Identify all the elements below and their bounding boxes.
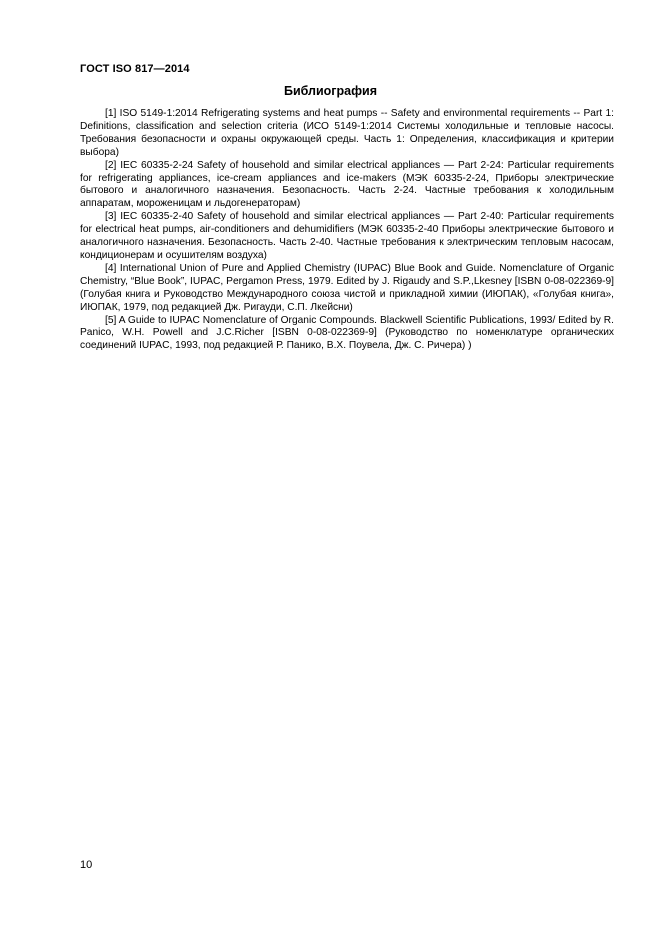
bibliography-entry-3: [3] IEC 60335-2-40 Safety of household and similar electrical appliances — Part 2-40: Particular requirements for electrical heat pumps, air-conditioners and dehumidifiers (МЭК 60335-2-40 Приборы электрические бытового и аналогичного назначения. Безопасность. Часть 2-40. Частные требования к электрическим тепловым насосам, кондиционерам и осушителям воздуха) bbox=[80, 211, 614, 261]
bibliography-entry-5: [5] A Guide to IUPAC Nomenclature of Organic Compounds. Blackwell Scientific Publications, 1993/ Edited by R. Panico, W.H. Powell and J.C.Richer [ISBN 0-08-022369-9] (Руководство по номенклатуре органических соединений IUPAC, 1993, под редакцией Р. Панико, В.Х. Поувела, Дж. С. Ричера) ) bbox=[80, 314, 614, 352]
page-number: 10 bbox=[80, 859, 93, 871]
standard-code-header: ГОСТ ISO 817—2014 bbox=[80, 63, 190, 75]
bibliography-entry-1: [1] ISO 5149-1:2014 Refrigerating systems and heat pumps -- Safety and environmental requirements -- Part 1: Definitions, classification and selection criteria (ИСО 5149-1:2014 Системы холодильные и тепловые насосы. Требования безопасности и охраны окружающей среды. Часть 1: Определения, классификация и критерии выбора) bbox=[80, 108, 614, 158]
bibliography-entry-4: [4] International Union of Pure and Applied Chemistry (IUPAC) Blue Book and Guide. Nomenclature of Organic Chemistry, “Blue Book”, IUPAC, Pergamon Press, 1979. Edited by J. Rigaudy and S.P.,Lkesney [ISBN 0-08-022369-9] (Голубая книга и Руководство Международного союза чистой и прикладной химии (ИЮПАК), «Голубая книга», ИЮПАК, 1979, под редакцией Дж. Ригауди, С.П. Лкейсни) bbox=[80, 262, 614, 313]
page-title: Библиография bbox=[283, 84, 378, 98]
bibliography-entry-2: [2] IEC 60335-2-24 Safety of household and similar electrical appliances — Part 2-24: Particular requirements for refrigerating appliances, ice-cream appliances and ice-makers (МЭК 60335-2-24, Приборы электрические бытового и аналогичного назначения. Безопасность. Часть 2-24. Частные требования к холодильным аппаратам, мороженицам и льдогенераторам) bbox=[80, 159, 614, 210]
bibliography-list bbox=[80, 108, 614, 353]
